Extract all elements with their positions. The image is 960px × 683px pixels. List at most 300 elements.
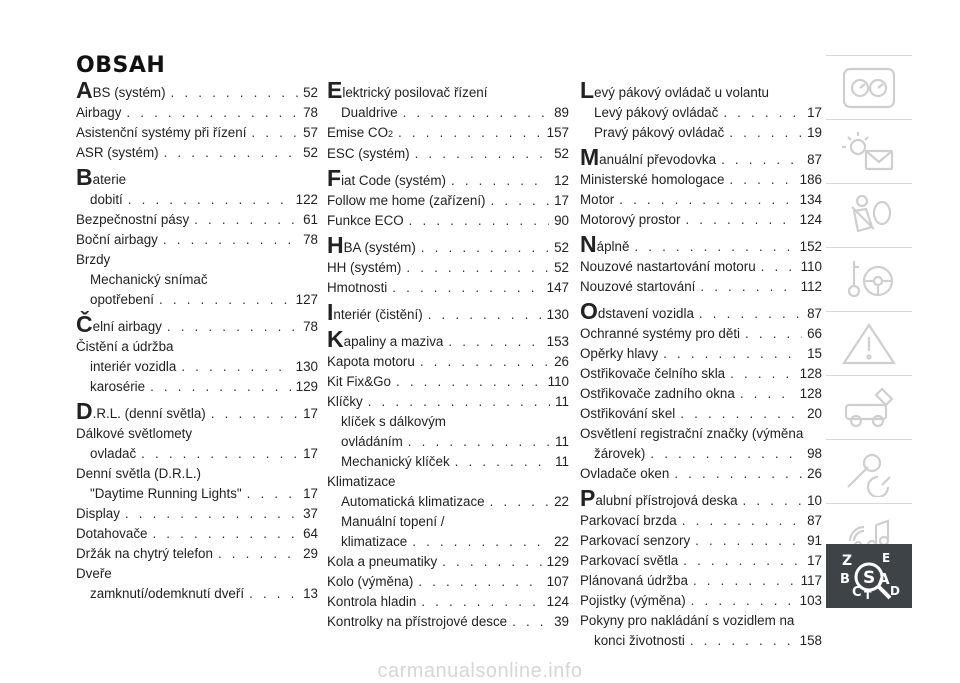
- index-entry[interactable]: [580, 591, 822, 611]
- index-column-3: [580, 79, 822, 651]
- page-number: 78: [303, 319, 318, 334]
- index-entry[interactable]: [327, 191, 569, 211]
- index-entry[interactable]: [580, 404, 822, 424]
- index-entry[interactable]: [327, 258, 569, 278]
- entry-title: opotřebení: [90, 292, 155, 307]
- entry-title: Manuální převodovka: [580, 144, 717, 170]
- entry-title: Elektrický posilovač řízení: [327, 77, 488, 103]
- leader-dots: [721, 150, 802, 170]
- page-number: 64: [303, 526, 318, 541]
- index-subentry[interactable]: [327, 452, 569, 472]
- tab-safety[interactable]: [826, 183, 912, 247]
- index-entry[interactable]: [327, 372, 569, 392]
- index-entry[interactable]: [76, 544, 318, 564]
- index-entry[interactable]: [580, 384, 822, 404]
- page-number: 20: [807, 406, 822, 421]
- page-number: 17: [303, 486, 318, 501]
- index-entry[interactable]: [327, 234, 569, 258]
- subscript: 2: [388, 129, 394, 139]
- entry-title: Hmotnosti: [327, 280, 388, 295]
- index-entry[interactable]: [76, 337, 318, 357]
- leader-dots: [674, 464, 802, 484]
- index-entry[interactable]: [76, 166, 318, 190]
- page-number: 78: [303, 105, 318, 120]
- index-entry[interactable]: [580, 424, 822, 444]
- leader-dots: [403, 103, 550, 123]
- leader-dots: [251, 123, 298, 143]
- entry-title: Kapaliny a maziva: [327, 326, 444, 352]
- leader-dots: [163, 230, 298, 250]
- leader-dots: [634, 237, 794, 257]
- index-entry[interactable]: [327, 352, 569, 372]
- page-number: 11: [555, 454, 569, 469]
- index-entry[interactable]: [580, 364, 822, 384]
- entry-title: ASR (systém): [76, 145, 159, 160]
- page-number: 87: [807, 152, 822, 167]
- page-number: 12: [554, 173, 569, 188]
- entry-title: Bezpečnostní pásy: [76, 212, 190, 227]
- entry-title: Pojistky (výměna): [580, 593, 686, 608]
- leader-dots: [691, 591, 795, 611]
- index-subentry[interactable]: [76, 270, 318, 290]
- page-number: 11: [555, 434, 569, 449]
- index-entry[interactable]: [76, 210, 318, 230]
- leader-dots: [683, 551, 802, 571]
- leader-dots: [690, 631, 795, 651]
- entry-title: klimatizace: [341, 534, 408, 549]
- entry-title: Kolo (výměna): [327, 574, 414, 589]
- page-number: 117: [800, 573, 822, 588]
- index-entry[interactable]: [580, 300, 822, 324]
- index-entry[interactable]: [327, 572, 569, 592]
- index-entry[interactable]: [327, 472, 569, 492]
- index-entry[interactable]: [580, 324, 822, 344]
- tab-index[interactable]: [826, 544, 912, 608]
- index-entry[interactable]: [580, 344, 822, 364]
- entry-title: Pokyny pro nakládání s vozidlem na: [580, 613, 795, 628]
- index-entry[interactable]: [76, 313, 318, 337]
- leader-dots: [699, 304, 802, 324]
- page-number: 17: [554, 193, 569, 208]
- leader-dots: [455, 452, 550, 472]
- entry-title: Dveře: [76, 566, 112, 581]
- index-entry[interactable]: [327, 167, 569, 191]
- entry-title: Motorový prostor: [580, 212, 681, 227]
- index-icon: [838, 551, 900, 601]
- leader-dots: [680, 404, 802, 424]
- entry-title: Nouzové nastartování motoru: [580, 259, 756, 274]
- entry-title: zamknutí/odemknutí dveří: [90, 586, 245, 601]
- page-number: 87: [807, 513, 822, 528]
- page-number: 22: [554, 494, 569, 509]
- leader-dots: [421, 592, 541, 612]
- index-subentry[interactable]: [580, 631, 822, 651]
- leader-dots: [218, 544, 298, 564]
- tab-starting-driving[interactable]: [826, 247, 912, 311]
- page-number: 129: [295, 379, 318, 394]
- watermark: carmanualsonline.info: [377, 660, 583, 682]
- safety-airbag-icon: [838, 191, 900, 241]
- service-wrench-icon: [838, 383, 900, 433]
- index-entry[interactable]: [327, 612, 569, 632]
- index-entry[interactable]: [76, 524, 318, 544]
- entry-title: Levý pákový ovládač: [594, 105, 719, 120]
- index-letter-b: B: [840, 572, 850, 587]
- index-letter-d: D: [890, 584, 900, 598]
- index-entry[interactable]: [580, 464, 822, 484]
- index-subentry[interactable]: [327, 512, 569, 532]
- entry-title: Pravý pákový ovládač: [594, 125, 725, 140]
- entry-title: Parkovací senzory: [580, 533, 691, 548]
- page-number: 147: [546, 280, 569, 295]
- index-entry[interactable]: [76, 143, 318, 163]
- entry-title: Ochranné systémy pro děti: [580, 326, 741, 341]
- entry-title: Boční airbagy: [76, 232, 158, 247]
- index-entry[interactable]: [580, 487, 822, 511]
- leader-dots: [164, 143, 299, 163]
- page-number: 152: [799, 239, 822, 254]
- entry-title: Dualdrive: [341, 105, 398, 120]
- leader-dots: [211, 404, 298, 424]
- leader-dots: [682, 511, 802, 531]
- index-entry[interactable]: [580, 79, 822, 103]
- leader-dots: [723, 103, 802, 123]
- index-entry[interactable]: [76, 123, 318, 143]
- page-number: 11: [555, 394, 569, 409]
- page-number: 26: [554, 354, 569, 369]
- leader-dots: [409, 211, 549, 231]
- page-number: 17: [303, 446, 318, 461]
- page-number: 37: [303, 506, 318, 521]
- leader-dots: [181, 357, 290, 377]
- leader-dots: [448, 332, 541, 352]
- entry-title: Čelní airbagy: [76, 311, 162, 337]
- leader-dots: [150, 377, 291, 397]
- page-number: 39: [554, 614, 569, 629]
- leader-dots: [418, 572, 541, 592]
- dashboard-icon: [838, 63, 900, 113]
- entry-title: karosérie: [90, 379, 146, 394]
- index-subentry[interactable]: [76, 377, 318, 397]
- leader-dots: [392, 278, 541, 298]
- page-number: 15: [807, 346, 822, 361]
- page-number: 66: [807, 326, 822, 341]
- leader-dots: [663, 344, 802, 364]
- index-entry[interactable]: [327, 123, 569, 144]
- entry-title: Fiat Code (systém): [327, 165, 446, 191]
- index-entry[interactable]: [76, 504, 318, 524]
- entry-title: Funkce ECO: [327, 213, 404, 228]
- index-entry[interactable]: [327, 392, 569, 412]
- index-entry[interactable]: [580, 277, 822, 297]
- index-subentry[interactable]: [76, 357, 318, 377]
- index-entry[interactable]: [327, 211, 569, 231]
- tab-emergency[interactable]: [826, 375, 912, 439]
- technical-data-icon: [838, 447, 900, 497]
- page-number: 127: [295, 292, 318, 307]
- entry-title: Ostřikovače čelního skla: [580, 366, 726, 381]
- leader-dots: [730, 364, 795, 384]
- page-number: 158: [799, 633, 822, 648]
- leader-dots: [247, 484, 298, 504]
- entry-title: Parkovací světla: [580, 553, 679, 568]
- index-subentry[interactable]: [76, 444, 318, 464]
- page-number: 26: [807, 466, 822, 481]
- index-entry[interactable]: [580, 233, 822, 257]
- page-number: 10: [807, 493, 822, 508]
- entry-title: dobití: [90, 192, 123, 207]
- index-entry[interactable]: [76, 400, 318, 424]
- page-number: 22: [554, 534, 569, 549]
- leader-dots: [685, 210, 794, 230]
- index-entry[interactable]: [580, 190, 822, 210]
- page-number: 52: [303, 85, 318, 100]
- leader-dots: [442, 552, 541, 572]
- entry-title: Klíčky: [327, 394, 363, 409]
- entry-title: Display: [76, 506, 120, 521]
- index-entry[interactable]: [580, 146, 822, 170]
- page-number: 89: [554, 105, 569, 120]
- entry-title: Automatická klimatizace: [341, 494, 485, 509]
- page-number: 87: [807, 306, 822, 321]
- tab-maintenance[interactable]: [826, 439, 912, 503]
- key-steering-icon: [838, 255, 900, 305]
- leader-dots: [490, 492, 549, 512]
- entry-title: konci životnosti: [594, 633, 685, 648]
- index-column-2: [327, 79, 569, 632]
- index-entry[interactable]: [327, 592, 569, 612]
- page-number: 157: [546, 125, 569, 140]
- index-entry[interactable]: [76, 464, 318, 484]
- entry-title: Levý pákový ovládač u volantu: [580, 77, 769, 103]
- leader-dots: [745, 324, 802, 344]
- page-number: 52: [554, 240, 569, 255]
- entry-title: Manuální topení /: [341, 514, 445, 529]
- leader-dots: [171, 83, 299, 103]
- page-number: 29: [303, 546, 318, 561]
- leader-dots: [700, 277, 795, 297]
- entry-title: Držák na chytrý telefon: [76, 546, 213, 561]
- page-number: 130: [295, 359, 318, 374]
- index-subentry[interactable]: [76, 584, 318, 604]
- index-entry[interactable]: [327, 144, 569, 164]
- entry-title: Mechanický klíček: [341, 454, 450, 469]
- index-entry[interactable]: [76, 250, 318, 270]
- entry-title: Klimatizace: [327, 474, 396, 489]
- index-entry[interactable]: [327, 79, 569, 103]
- index-entry[interactable]: [76, 103, 318, 123]
- index-entry[interactable]: [327, 278, 569, 298]
- leader-dots: [729, 170, 794, 190]
- leader-dots: [398, 123, 542, 143]
- leader-dots: [406, 258, 549, 278]
- leader-dots: [491, 191, 550, 211]
- leader-dots: [415, 144, 550, 164]
- entry-title: Odstavení vozidla: [580, 298, 694, 324]
- index-letter-t: T: [864, 589, 872, 601]
- entry-title: Follow me home (zařízení): [327, 193, 486, 208]
- tab-warning-lights[interactable]: [826, 311, 912, 375]
- index-subentry[interactable]: [327, 492, 569, 512]
- entry-title: Asistenční systémy při řízení: [76, 125, 247, 140]
- page-number: 52: [554, 146, 569, 161]
- entry-title: Baterie: [76, 164, 127, 190]
- entry-title: Brzdy: [76, 252, 111, 267]
- svg-text:S: S: [863, 568, 876, 588]
- index-entry[interactable]: [580, 511, 822, 531]
- page-number: 110: [800, 259, 822, 274]
- page-number: 19: [807, 125, 822, 140]
- entry-title: Ovladače oken: [580, 466, 670, 481]
- warning-triangle-icon: [838, 319, 900, 369]
- index-entry[interactable]: [76, 564, 318, 584]
- index-subentry[interactable]: [580, 123, 822, 143]
- leader-dots: [512, 612, 549, 632]
- entry-title: Kapota motoru: [327, 354, 415, 369]
- entry-title: interiér vozidla: [90, 359, 177, 374]
- entry-title: ESC (systém): [327, 146, 410, 161]
- page-number: 107: [546, 574, 569, 589]
- leader-dots: [141, 444, 298, 464]
- index-entry[interactable]: [580, 257, 822, 277]
- leader-dots: [396, 372, 543, 392]
- entry-title: Palubní přístrojová deska: [580, 485, 738, 511]
- leader-dots: [693, 571, 796, 591]
- index-subentry[interactable]: [327, 532, 569, 552]
- index-subentry[interactable]: [580, 103, 822, 123]
- index-entry[interactable]: [580, 571, 822, 591]
- page-number: 128: [799, 366, 822, 381]
- page-title: OBSAH: [76, 53, 166, 78]
- leader-dots: [729, 123, 802, 143]
- entry-title: Mechanický snímač: [90, 272, 208, 287]
- page-number: 90: [554, 213, 569, 228]
- page-number: 186: [799, 172, 822, 187]
- entry-title: Emise CO: [327, 125, 389, 140]
- entry-title: Čistění a údržba: [76, 339, 174, 354]
- entry-title: Náplně: [580, 231, 630, 257]
- index-subentry[interactable]: [327, 412, 569, 432]
- page-number: 57: [303, 125, 318, 140]
- entry-title: Dálkové světlomety: [76, 426, 193, 441]
- entry-title: Kit Fix&Go: [327, 374, 391, 389]
- page-number: 17: [807, 553, 822, 568]
- page-number: 98: [807, 446, 822, 461]
- index-subentry[interactable]: [327, 103, 569, 123]
- entry-title: Nouzové startování: [580, 279, 696, 294]
- index-entry[interactable]: [327, 328, 569, 352]
- page-number: 17: [303, 406, 318, 421]
- index-letter-c: C: [852, 585, 862, 600]
- leader-dots: [695, 531, 802, 551]
- leader-dots: [743, 491, 803, 511]
- entry-title: "Daytime Running Lights": [90, 486, 242, 501]
- index-entry[interactable]: [76, 79, 318, 103]
- index-entry[interactable]: [580, 170, 822, 190]
- page-number: 124: [546, 594, 569, 609]
- entry-title: Motor: [580, 192, 615, 207]
- leader-dots: [408, 432, 550, 452]
- index-entry[interactable]: [327, 552, 569, 572]
- page-number: 61: [303, 212, 318, 227]
- leader-dots: [420, 352, 549, 372]
- entry-title: Kola a pneumatiky: [327, 554, 438, 569]
- entry-title: Plánovaná údržba: [580, 573, 688, 588]
- index-entry[interactable]: [327, 301, 569, 325]
- index-entry[interactable]: [580, 210, 822, 230]
- index-subentry[interactable]: [580, 444, 822, 464]
- entry-title: HH (systém): [327, 260, 402, 275]
- entry-title: Denní světla (D.R.L.): [76, 466, 202, 481]
- tab-lights-messages[interactable]: [826, 119, 912, 183]
- chapter-sidebar: [826, 55, 912, 608]
- index-entry[interactable]: [76, 424, 318, 444]
- tab-dashboard[interactable]: [826, 55, 912, 119]
- leader-dots: [428, 305, 542, 325]
- entry-title: Kontrola hladin: [327, 594, 417, 609]
- index-subentry[interactable]: [76, 290, 318, 310]
- leader-dots: [619, 190, 794, 210]
- leader-dots: [451, 171, 549, 191]
- leader-dots: [650, 444, 802, 464]
- leader-dots: [128, 190, 291, 210]
- leader-dots: [152, 524, 298, 544]
- entry-title: Kontrolky na přístrojové desce: [327, 614, 508, 629]
- leader-dots: [159, 290, 291, 310]
- page-number: 110: [547, 374, 569, 389]
- entry-title: Ostřikovače zadního okna: [580, 386, 735, 401]
- index-entry[interactable]: [580, 611, 822, 631]
- leader-dots: [167, 317, 298, 337]
- index-entry[interactable]: [580, 531, 822, 551]
- index-subentry[interactable]: [76, 190, 318, 210]
- index-letter-e: E: [882, 551, 891, 565]
- leader-dots: [194, 210, 298, 230]
- index-subentry[interactable]: [327, 432, 569, 452]
- entry-title: D.R.L. (denní světla): [76, 398, 206, 424]
- entry-title: ABS (systém): [76, 77, 166, 103]
- leader-dots: [761, 257, 796, 277]
- leader-dots: [249, 584, 298, 604]
- page-number: 122: [295, 192, 318, 207]
- page-number: 52: [554, 260, 569, 275]
- leader-dots: [368, 392, 550, 412]
- page-number: 134: [799, 192, 822, 207]
- leader-dots: [740, 384, 795, 404]
- entry-title: ovladač: [90, 446, 137, 461]
- page-number: 124: [799, 212, 822, 227]
- entry-title: HBA (systém): [327, 232, 416, 258]
- index-subentry[interactable]: [76, 484, 318, 504]
- page-number: 128: [799, 386, 822, 401]
- index-entry[interactable]: [580, 551, 822, 571]
- page-number: 91: [807, 533, 822, 548]
- leader-dots: [421, 238, 549, 258]
- page-number: 130: [546, 307, 569, 322]
- index-letter-a: A: [878, 570, 890, 588]
- entry-title: Opěrky hlavy: [580, 346, 659, 361]
- index-entry[interactable]: [76, 230, 318, 250]
- entry-title: ovládáním: [341, 434, 403, 449]
- page-number: 13: [303, 586, 318, 601]
- entry-title: klíček s dálkovým: [341, 414, 446, 429]
- page-number: 112: [800, 279, 822, 294]
- index-letter-z: Z: [842, 553, 853, 569]
- entry-title: Airbagy: [76, 105, 122, 120]
- page-number: 17: [807, 105, 822, 120]
- entry-title: Osvětlení registrační značky (výměna: [580, 426, 804, 441]
- page-number: 103: [799, 593, 822, 608]
